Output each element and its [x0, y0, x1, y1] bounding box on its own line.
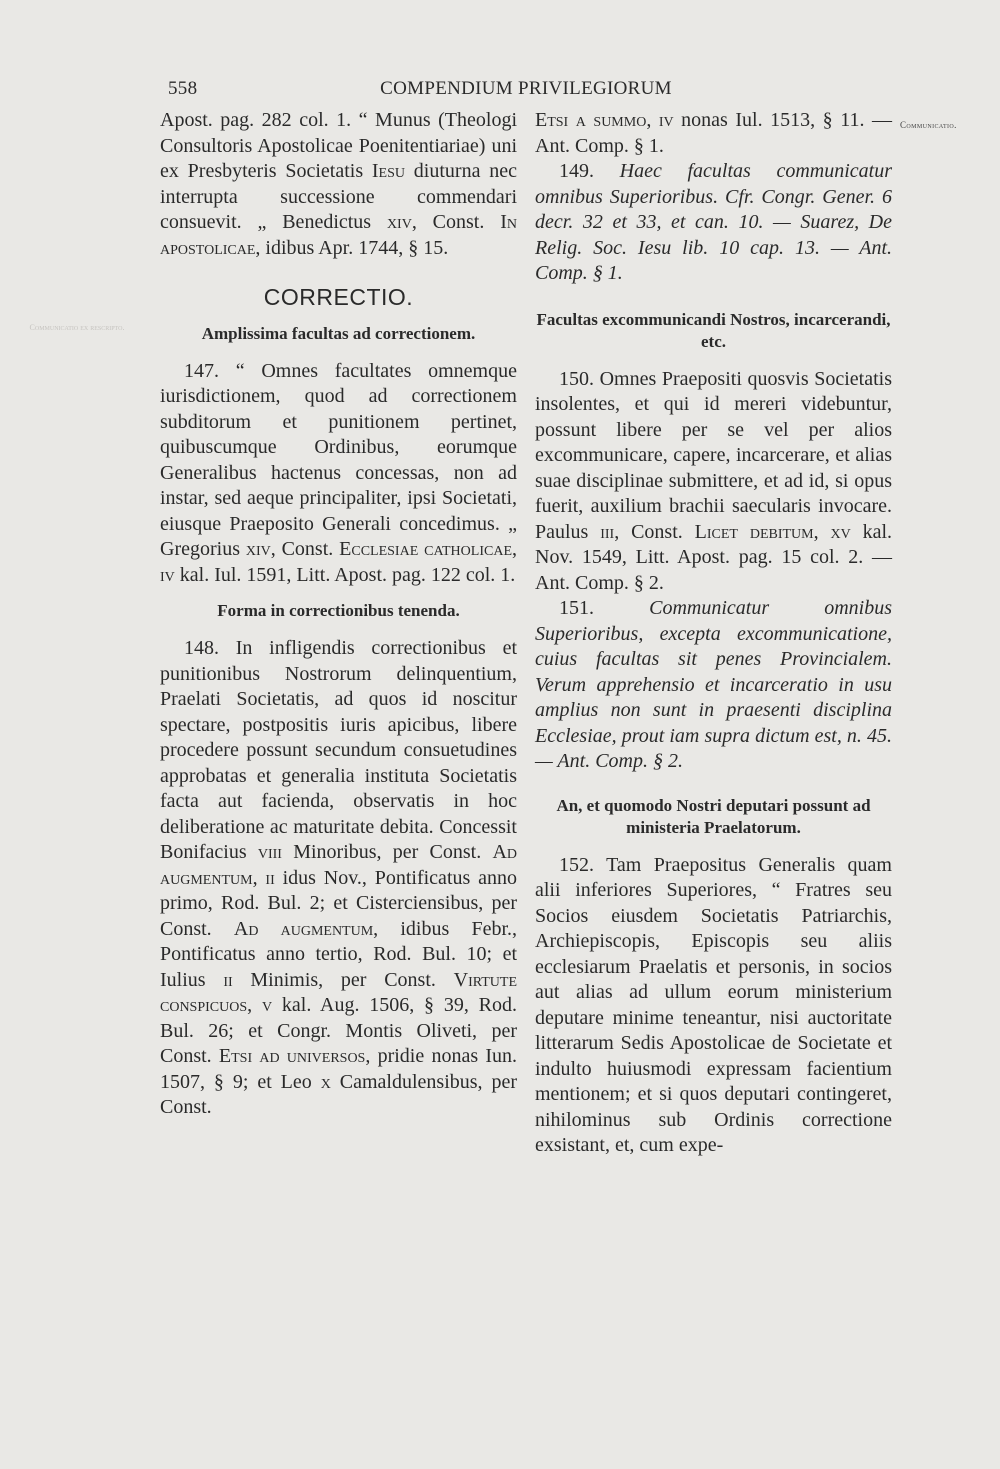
- running-title: COMPENDIUM PRIVILEGIORUM: [380, 78, 672, 99]
- paragraph-150: 150. Omnes Praepositi quosvis Societatis insolentes, et qui id mereri videbuntur, possunt libere per se vel per alios excommunicare, capere, incarcerare, et alias suae disciplinae submittere, et ad id, si opus fuerit, auxilium brachii saecularis invocare. Paulus iii, Const. Licet debitum, xv kal. Nov. 1549, Litt. Apost. pag. 15 col. 2. — Ant. Comp. § 2.: [535, 367, 893, 594]
- left-column: [160, 108, 517, 1121]
- subheading-deputari: An, et quomodo Nostri deputari possunt ad ministeria Praelatorum.: [556, 795, 871, 837]
- running-header: [160, 74, 892, 106]
- margin-note: Communicatio.: [900, 120, 957, 130]
- section-title: CORRECTIO.: [263, 284, 414, 310]
- paragraph-152: 152. Tam Praepositus Generalis quam alii inferiores Superiores, “ Fratres seu Socios eiusdem Societatis Patriarchis, Archiepiscopis, Episcopis seu aliis ecclesiarum Praelatis et personis, in socios aut alias ad ullum eorum ministerium deputare minime teneantur, nisi auctoritate litterarum Sedis Apostolicae de Societate et indulto huiusmodi expressam facientium mentionem; et si quos deputari contingeret, nihilominus sub Ordinis correctione exsistant, et, cum expe-: [535, 853, 892, 1156]
- paragraph-149: 149. Haec facultas communicatur omnibus Superioribus. Cfr. Congr. Gener. 6 decr. 32 et 33, et can. 10. — Suarez, De Relig. Soc. Iesu lib. 10 cap. 13. — Ant. Comp. § 1.: [535, 160, 892, 284]
- right-column: [535, 108, 892, 1159]
- paragraph-147: 147. “ Omnes facultates omnemque iurisdictionem, quod ad correctionem subditorum et punitionem pertinet, quibuscumque Ordinibus, eorumque Generalibus hactenus concessas, non ad instar, sed aeque principaliter, ipsi Societati, eiusque Praeposito Generali concedimus. „ Gregorius xiv, Const. Ecclesiae catholicae, iv kal. Iul. 1591, Litt. Apost. pag. 122 col. 1.: [160, 359, 517, 586]
- subheading-amplissima: Amplissima facultas ad correctionem.: [201, 323, 476, 343]
- subheading-excommunicandi: Facultas excommunicandi Nostros, incarcerandi, etc.: [536, 309, 891, 351]
- bleed-through-margin-note: Communicatio ex rescripto.: [29, 323, 125, 332]
- subheading-forma: Forma in correctionibus tenenda.: [217, 601, 460, 620]
- page-number: 558: [168, 78, 198, 99]
- continued-citation: Etsi a summo, iv nonas Iul. 1513, § 11. — Ant. Comp. § 1.: [535, 109, 893, 157]
- paragraph-148: 148. In infligendis correctionibus et punitionibus Nostrorum delinquentium, Praelati Societatis, ad quos id noscitur spectare, postpositis iuris apicibus, libere procedere possunt secundum consuetudines approbatas et generalia instituta Societatis facta aut facienda, observatis in hoc deliberatione ac maturitate debita. Concessit Bonifacius viii Minoribus, per Const. Ad augmentum, ii idus Nov., Pontificatus anno primo, Rod. Bul. 2; et Cisterciensibus, per Const. Ad augmentum, idibus Febr., Pontificatus anno tertio, Rod. Bul. 10; et Iulius ii Minimis, per Const. Virtute conspicuos, v kal. Aug. 1506, § 39, Rod. Bul. 26; et Congr. Montis Oliveti, per Const. Etsi ad universos, pridie nonas Iun. 1507, § 9; et Leo x Camaldulensibus, per Const.: [160, 637, 518, 1118]
- continued-paragraph: Apost. pag. 282 col. 1. “ Munus (Theologi Consultoris Apostolicae Poenitentiariae) uni ex Presbyteris Societatis Iesu diuturna nec interrupta successione commendari consuevit. „ Benedictus xiv, Const. In apostolicae, idibus Apr. 1744, § 15.: [160, 109, 517, 259]
- paragraph-151: 151. Communicatur omnibus Superioribus, excepta excommunicatione, cuius facultas sit penes Provincialem. Verum apprehensio et incarceratio in usu amplius non sunt in praesenti disciplina Ecclesiae, prout iam supra dictum est, n. 45. — Ant. Comp. § 2.: [535, 597, 892, 772]
